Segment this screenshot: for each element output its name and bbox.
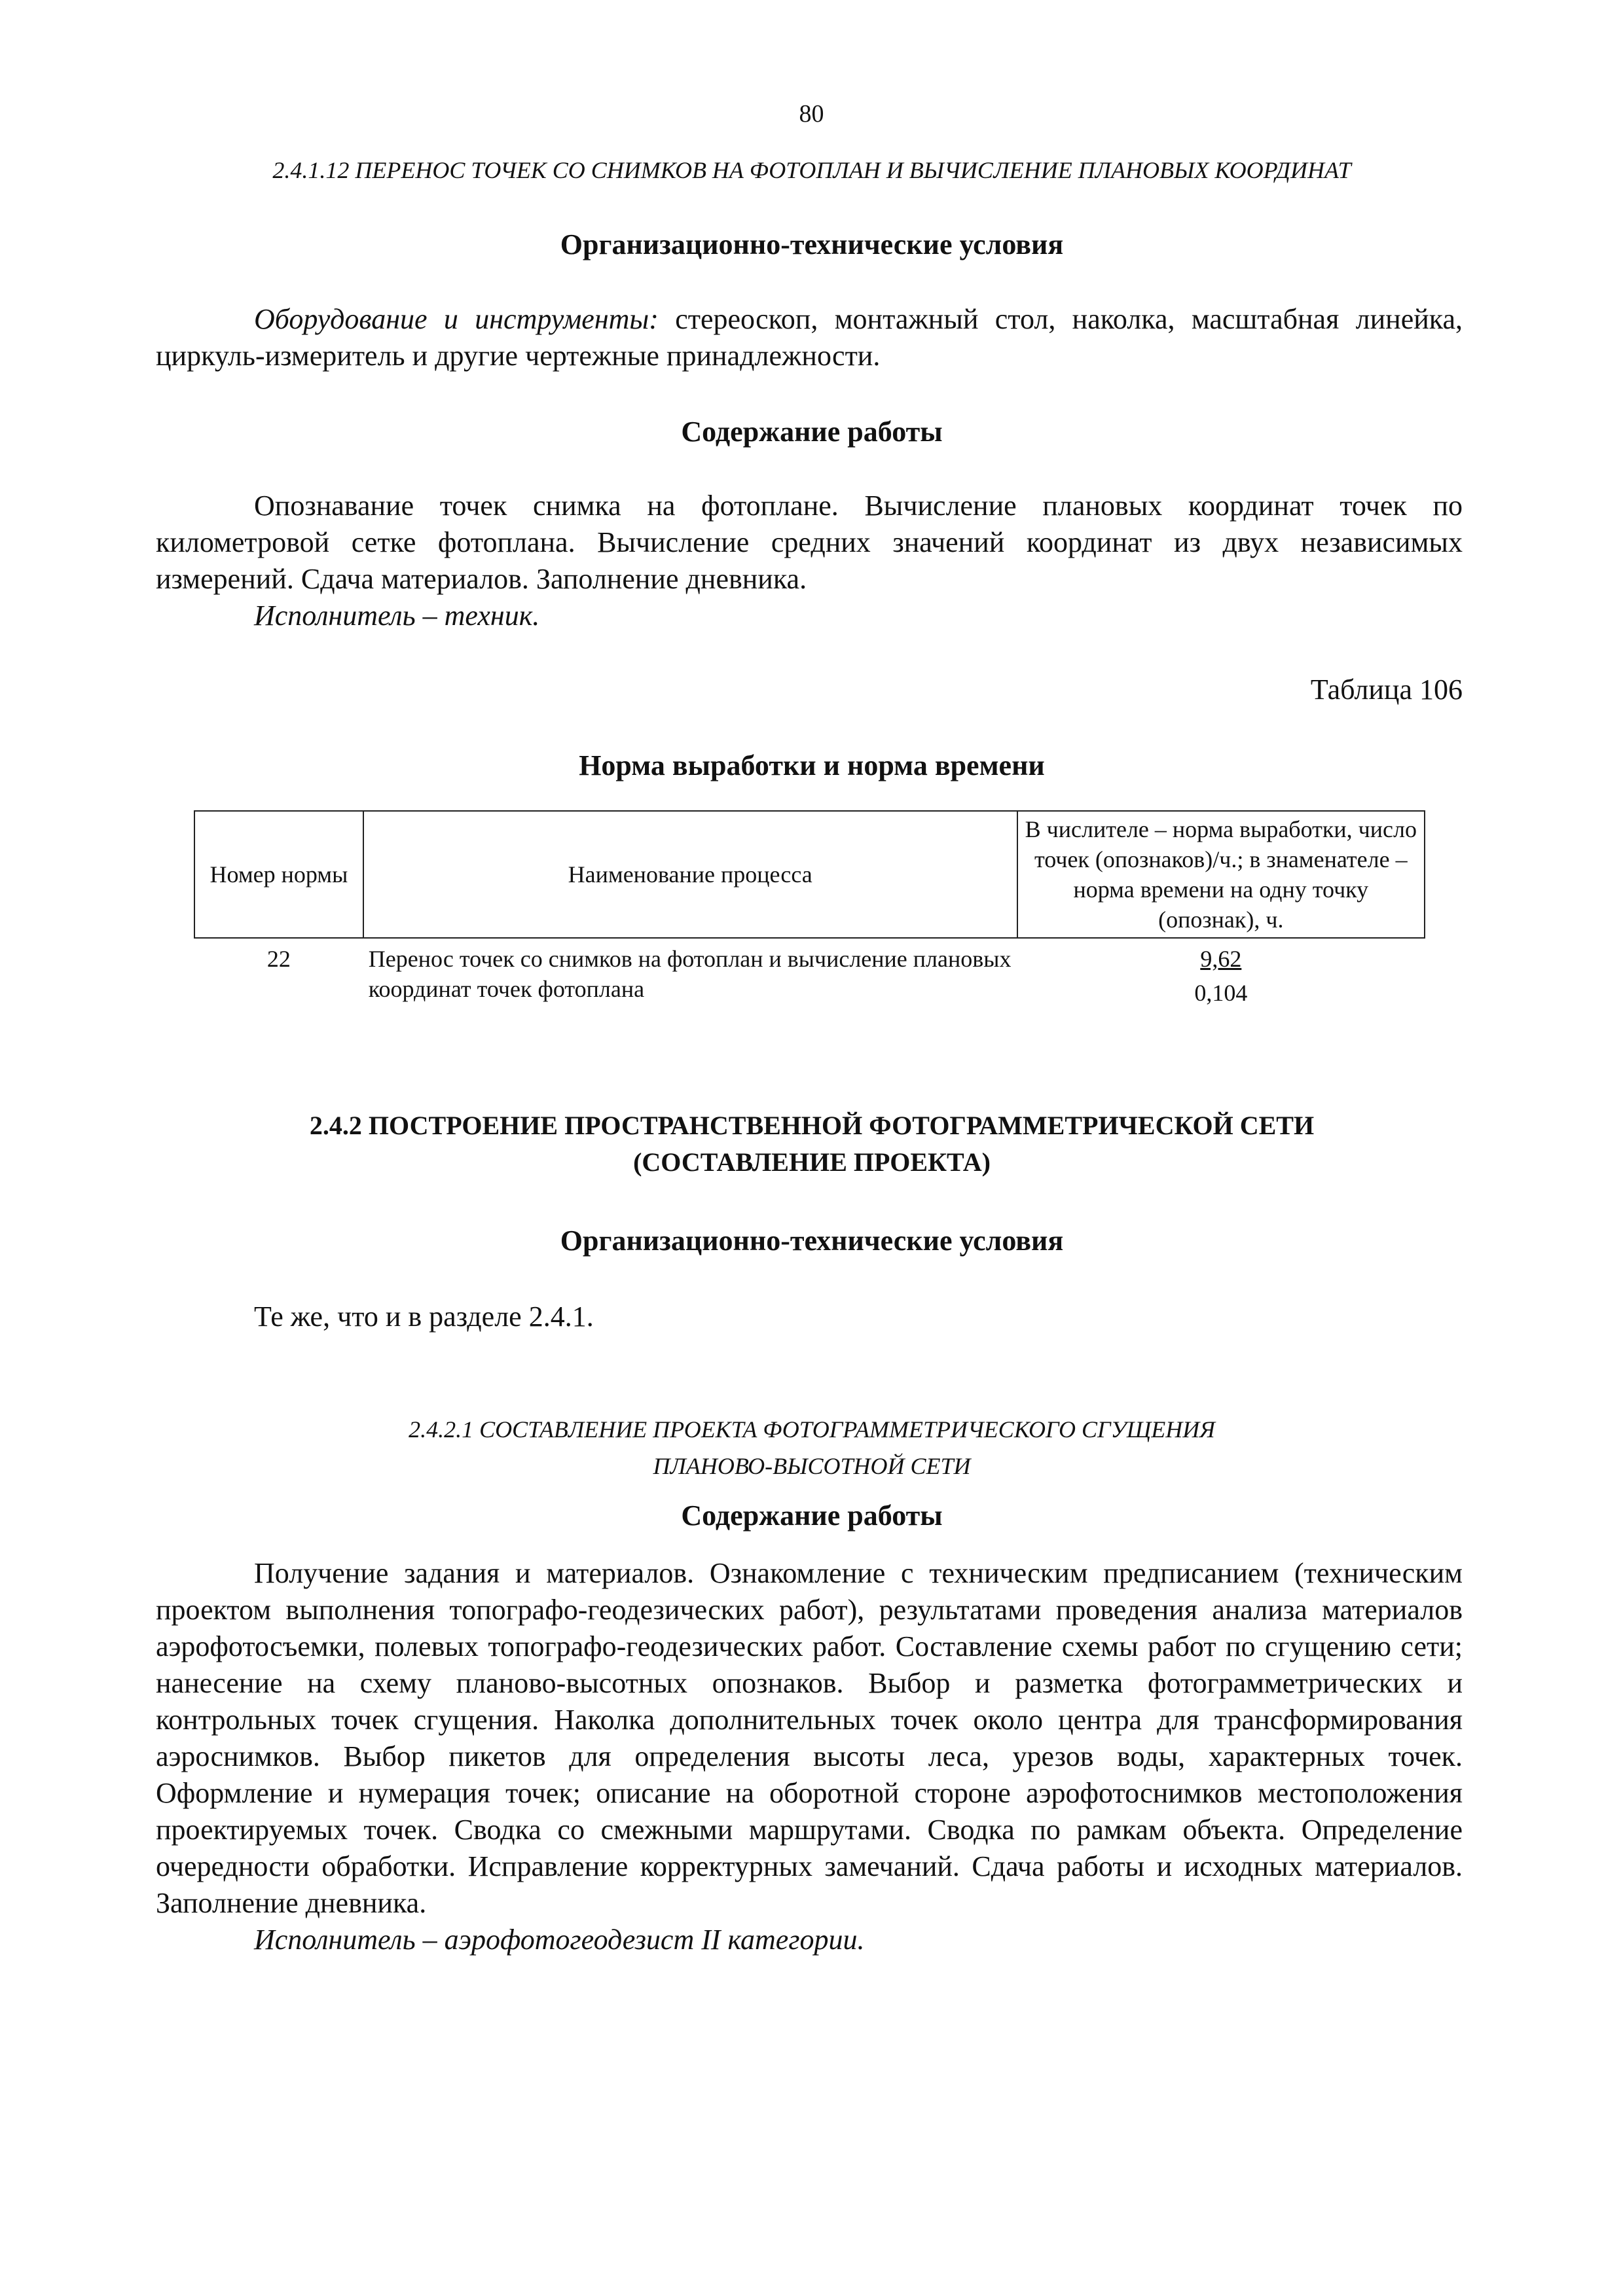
- section-heading-line-1: 2.4.2 ПОСТРОЕНИЕ ПРОСТРАНСТВЕННОЙ ФОТОГРАММЕТРИЧЕСКОЙ СЕТИ: [309, 1111, 1315, 1140]
- header-norm-number: Номер нормы: [194, 811, 363, 938]
- work-content-text-2: Получение задания и материалов. Ознакомление с техническим предписанием (техническим проектом выполнения топографо-геодезических работ), результатами проведения анализа материалов аэрофотосъемки, полевых топографо-геодезических работ. Составление схемы работ по сгущению сети; нанесение на схему планово-высотных опознаков. Выбор и разметка фотограмметрических и контрольных точек сгущения. Наколка дополнительных точек около центра для трансформирования аэроснимков. Выбор пикетов для определения высоты леса, урезов воды, характерных точек. Оформление и нумерация точек; описание на оборотной стороне аэрофотоснимков местоположения проектируемых точек. Сводка со смежными маршрутами. Сводка по рамкам объекта. Определение очередности обработки. Исправление корректурных замечаний. Сдача работы и исходных материалов. Заполнение дневника.: [156, 1557, 1463, 1919]
- section-title-2-4-1-12: 2.4.1.12 ПЕРЕНОС ТОЧЕК СО СНИМКОВ НА ФОТОПЛАН И ВЫЧИСЛЕНИЕ ПЛАНОВЫХ КООРДИНАТ: [272, 157, 1351, 183]
- executor-line-2: Исполнитель – аэрофотогеодезист II категории.: [254, 1924, 865, 1956]
- cell-process-name: Перенос точек со снимков на фотоплан и вычисление плановых координат точек фотоплана: [368, 946, 1012, 1002]
- equipment-label: Оборудование и инструменты:: [254, 303, 659, 335]
- same-as-text: Те же, что и в разделе 2.4.1.: [254, 1300, 594, 1333]
- table-title: Норма выработки и норма времени: [579, 749, 1045, 781]
- section-title-2-4-2-1: [151, 1411, 1473, 1484]
- numerator-value: 9,62: [1200, 946, 1242, 972]
- header-norm-values: В числителе – норма выработки, число точек (опознаков)/ч.; в знаменателе – норма времени на одну точку (опознак), ч.: [1017, 811, 1425, 938]
- org-conditions-heading: Организационно-технические условия: [560, 228, 1064, 260]
- work-content-text: Опознавание точек снимка на фотоплане. Вычисление плановых координат точек по километровой сетке фотоплана. Вычисление средних значений координат из двух независимых измерений. Сдача материалов. Заполнение дневника.: [156, 490, 1463, 595]
- header-process-name: Наименование процесса: [363, 811, 1017, 938]
- work-content-paragraph-2: [156, 1555, 1463, 1958]
- equipment-paragraph: [156, 301, 1463, 374]
- executor-line: Исполнитель – техник.: [254, 600, 540, 632]
- section-heading-line-2: (СОСТАВЛЕНИЕ ПРОЕКТА): [633, 1147, 991, 1177]
- section-heading-2-4-2: [151, 1107, 1473, 1181]
- section-title-line-2: ПЛАНОВО-ВЫСОТНОЙ СЕТИ: [653, 1453, 971, 1479]
- table-label: Таблица 106: [1310, 673, 1463, 706]
- cell-norm-values: [1017, 938, 1425, 1008]
- equipment-text: стереоскоп, монтажный стол, наколка, масштабная линейка, циркуль-измеритель и другие чертежные принадлежности.: [156, 303, 1463, 372]
- cell-norm-number: 22: [266, 946, 291, 972]
- org-conditions-heading-2: Организационно-технические условия: [560, 1225, 1064, 1257]
- page-number: 80: [799, 100, 824, 128]
- work-content-paragraph: [156, 488, 1463, 634]
- table-row: [194, 938, 1425, 1008]
- table-header-row: [194, 811, 1425, 938]
- norm-table: [194, 810, 1425, 1008]
- same-as-paragraph: [156, 1299, 1463, 1335]
- work-content-heading-2: Содержание работы: [681, 1499, 943, 1532]
- section-title-line-1: 2.4.2.1 СОСТАВЛЕНИЕ ПРОЕКТА ФОТОГРАММЕТРИЧЕСКОГО СГУЩЕНИЯ: [409, 1416, 1215, 1443]
- denominator-value: 0,104: [1194, 980, 1248, 1006]
- work-content-heading: Содержание работы: [681, 416, 943, 448]
